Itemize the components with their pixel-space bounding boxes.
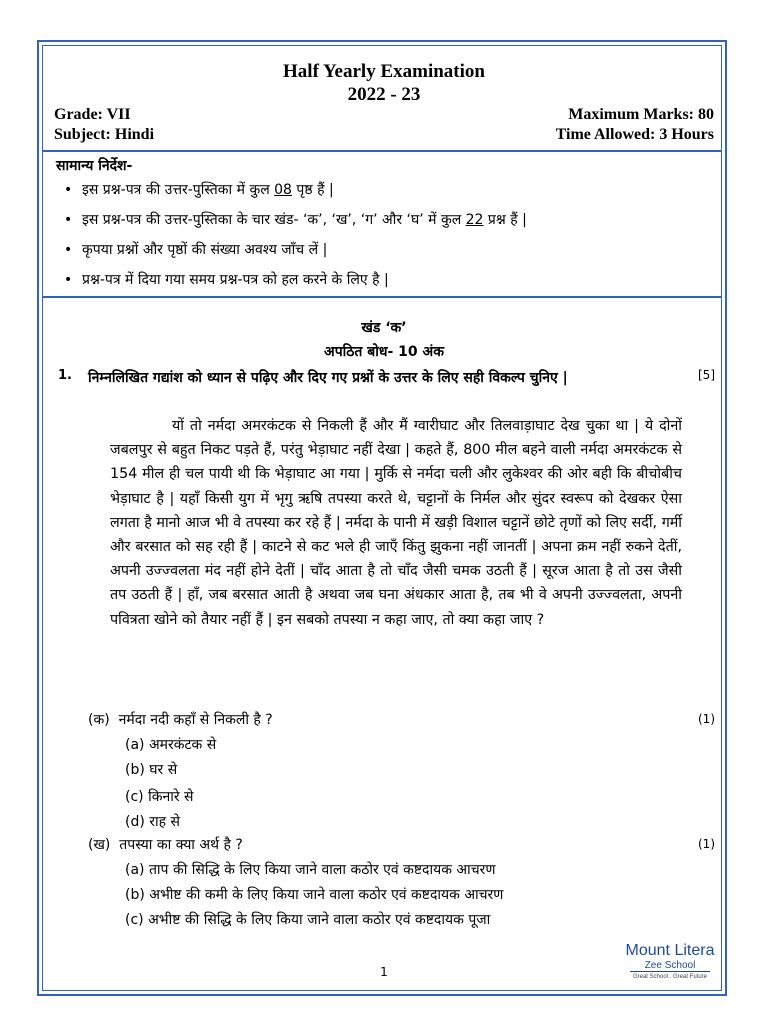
section-title: खंड ‘क’ [361, 320, 407, 336]
instruction-item: • प्रश्न-पत्र में दिया गया समय प्रश्न-पत्र को हल करने के लिए है | [58, 270, 527, 300]
subquestion-kha: (ख) तपस्या का क्या अर्थ है ? [88, 837, 243, 853]
option: (a) ताप की सिद्धि के लिए किया जाने वाला कठोर एवं कष्टदायक आचरण [125, 862, 496, 878]
question-number: 1. [58, 368, 72, 383]
general-instructions-list [58, 180, 527, 300]
option: (b) अभीष्ट की कमी के लिए किया जाने वाला कठोर एवं कष्टदायक आचरण [125, 887, 504, 903]
subject-label: Subject: Hindi [54, 126, 155, 143]
option: (c) किनारे से [125, 789, 194, 805]
max-marks-label: Maximum Marks: 80 [568, 106, 714, 123]
subquestion-ka: (क) नर्मदा नदी कहाँ से निकली है ? [88, 712, 273, 728]
option: (b) घर से [125, 762, 178, 778]
section-subtitle: अपठित बोध- 10 अंक [324, 344, 444, 360]
passage-text: यों तो नर्मदा अमरकंटक से निकली हैं और मैं ग्वारीघाट और तिलवाड़ाघाट देख चुका था | ये दोनों जबलपुर से बहुत निकट पड़ते हैं, परंतु भेड़ाघाट नहीं देखा | कहते हैं, 800 मील बहने वाली नर्मदा अमरकंटक से 154 मील ही चल पायी थी कि भेड़ाघाट आ गया | मुर्कि से नर्मदा चली और लुकेश्वर की ओर बही कि बीचोबीच भेड़ाघाट है | यहाँ किसी युग में भृगु ऋषि तपस्या करते थे, चट्टानों के निर्मल और सुंदर स्वरूप को देखकर ऐसा लगता है मानो आज भी वे तपस्या कर रहे हैं | नर्मदा के पानी में खड़ी विशाल चट्टानें छोटे तृणों को लिए सर्दी, गर्मी और बरसात को सह रही हैं | काटने से कट भले ही जाएँ किंतु झुकना नहीं जानतीं | अपना क्रम नहीं रुकने देतीं, अपनी उज्ज्वलता मंद नहीं होने देतीं | चाँद आता है तो चाँद जैसी चमक उठती हैं | सूरज आता है तो उस जैसी तप उठती हैं | हाँ, जब बरसात आती है अथवा जब घना अंधकार आता है, तब भी वे अपनी उज्ज्वलता, अपनी पवित्रता खोने को तैयार नहीं हैं | इन सबको तपस्या न कहा जाए, तो क्या कहा जाए ? [110, 418, 682, 628]
logo-school: Zee School [630, 960, 710, 972]
grade-label: Grade: VII [54, 106, 131, 123]
logo-tagline: Great School . Great Future [632, 974, 708, 980]
subquestion-ka-marks: (1) [698, 712, 715, 726]
page-number: 1 [380, 965, 388, 979]
instruction-item: • इस प्रश्न-पत्र की उत्तर-पुस्तिका के चार खंड- ‘क’, ‘ख’, ‘ग’ और ‘घ’ में कुल 22 प्रश्न हैं | [58, 210, 527, 240]
instruction-item: • कृपया प्रश्नों और पृष्ठों की संख्या अवश्य जाँच लें | [58, 240, 527, 270]
instruction-item: • इस प्रश्न-पत्र की उत्तर-पुस्तिका में कुल 08 पृष्ठ हैं | [58, 180, 527, 210]
time-allowed-label: Time Allowed: 3 Hours [555, 126, 714, 143]
question-text: निम्नलिखित गद्यांश को ध्यान से पढ़िए और दिए गए प्रश्नों के उत्तर के लिए सही विकल्प चुनिए | [88, 370, 568, 386]
exam-year: 2022 - 23 [347, 84, 421, 105]
exam-title: Half Yearly Examination [283, 61, 485, 82]
question-marks: [5] [698, 368, 715, 382]
subquestion-kha-marks: (1) [698, 837, 715, 851]
school-logo [622, 942, 718, 980]
general-instructions-title: सामान्य निर्देश- [56, 158, 133, 174]
option: (d) राह से [125, 814, 180, 830]
header-divider [42, 150, 722, 152]
logo-name: Mount Litera [625, 942, 715, 959]
option: (a) अमरकंटक से [125, 737, 217, 753]
option: (c) अभीष्ट की सिद्धि के लिए किया जाने वाला कठोर एवं कष्टदायक पूजा [125, 912, 491, 928]
